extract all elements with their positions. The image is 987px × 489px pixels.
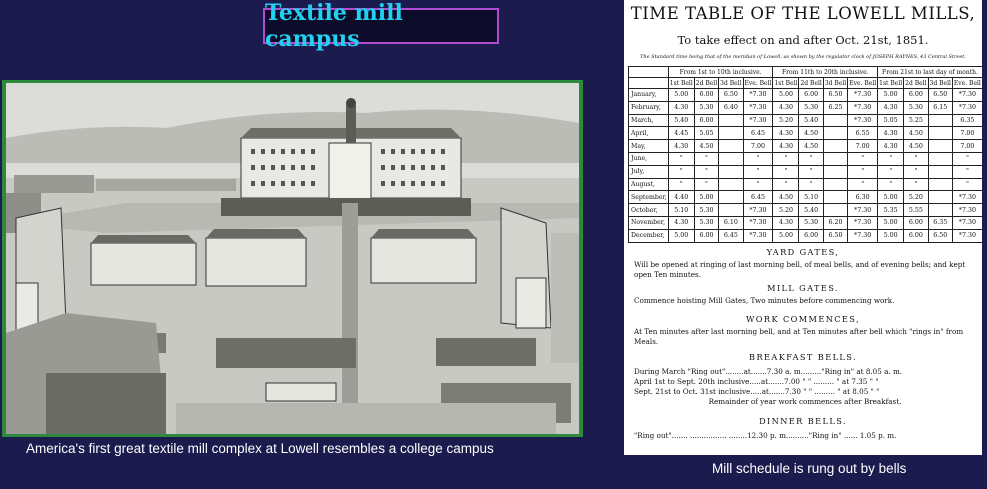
bell-header: 3d Bell [929, 79, 951, 87]
time-cell: 6.55 [848, 127, 878, 140]
time-cell: " [848, 178, 878, 191]
time-cell: " [848, 152, 878, 165]
breakfast-line: April 1st to Sept. 20th inclusive.....at.......7.00 " " ......... " at 7.35 " " [634, 377, 879, 386]
time-cell: *7.30 [743, 101, 773, 114]
time-cell [823, 178, 847, 191]
time-cell: 5.40 [799, 204, 823, 217]
time-cell: 5.30 [694, 204, 718, 217]
time-cell: " [743, 165, 773, 178]
time-cell: *7.30 [848, 229, 878, 242]
time-cell: 4.30 [773, 216, 799, 229]
time-cell: " [952, 178, 982, 191]
time-cell: 4.30 [773, 127, 799, 140]
time-cell [823, 204, 847, 217]
month-cell: December, [629, 229, 669, 242]
dinner-line: "Ring out"....... ................ ........12.30 p. m.........."Ring in" ...... 1.05 p. m. [634, 431, 897, 440]
time-cell: 6.50 [823, 229, 847, 242]
breakfast-line: During March "Ring out"........at.......7.30 a. m........."Ring in" at 8.05 a. m. [634, 367, 903, 376]
month-cell: May, [629, 140, 669, 153]
time-cell: " [952, 165, 982, 178]
table-row [629, 89, 983, 102]
bell-header: Eve. Bell [744, 79, 772, 87]
time-cell: 4.30 [878, 127, 904, 140]
time-cell: 6.00 [694, 114, 718, 127]
time-cell: *7.30 [848, 204, 878, 217]
period-header: From 21st to last day of month. [878, 67, 982, 78]
document-subtitle: To take effect on and after Oct. 21st, 1851. [677, 33, 929, 47]
time-cell: " [694, 178, 718, 191]
month-cell: January, [629, 89, 669, 102]
time-cell [928, 191, 952, 204]
month-cell: April, [629, 127, 669, 140]
time-cell: 4.30 [773, 140, 799, 153]
time-cell: 5.35 [878, 204, 904, 217]
time-cell: 5.05 [878, 114, 904, 127]
bell-header: 2d Bell [800, 79, 822, 87]
time-cell: 6.00 [694, 229, 718, 242]
time-cell: 6.00 [799, 89, 823, 102]
time-cell: 5.00 [878, 216, 904, 229]
time-cell [928, 204, 952, 217]
table-row [629, 204, 983, 217]
period-header-row [629, 67, 983, 78]
time-cell: 6.35 [928, 216, 952, 229]
time-cell: *7.30 [848, 216, 878, 229]
work-commences-text: At Ten minutes after last morning bell, and at Ten minutes after bell which "rings in" from Meals. [634, 327, 964, 346]
bell-header: Eve. Bell [953, 79, 981, 87]
time-cell: 4.30 [668, 101, 694, 114]
bell-header: 1st Bell [669, 79, 693, 87]
time-cell: 5.00 [878, 89, 904, 102]
time-cell [719, 140, 743, 153]
time-cell: 5.55 [904, 204, 928, 217]
time-cell: " [904, 165, 928, 178]
time-cell: 4.50 [799, 140, 823, 153]
time-cell: 6.00 [904, 229, 928, 242]
time-cell [719, 152, 743, 165]
dinner-bells-heading: DINNER BELLS. [759, 416, 847, 426]
time-cell: 6.40 [719, 101, 743, 114]
time-cell: 4.50 [904, 127, 928, 140]
month-cell: June, [629, 152, 669, 165]
bell-header: 2d Bell [905, 79, 927, 87]
time-cell: 7.00 [952, 140, 982, 153]
time-cell: " [878, 165, 904, 178]
schedule-body [629, 89, 983, 243]
time-cell: " [878, 178, 904, 191]
illustration-caption: America's first great textile mill complex at Lowell resembles a college campus [26, 441, 494, 456]
time-cell [823, 127, 847, 140]
month-column-header [629, 67, 669, 78]
time-cell: 6.50 [823, 89, 847, 102]
time-cell: 4.50 [773, 191, 799, 204]
time-cell: 4.30 [668, 140, 694, 153]
bell-header-row [629, 78, 983, 89]
time-cell: 6.30 [848, 191, 878, 204]
time-cell: 6.50 [928, 229, 952, 242]
time-cell: 5.20 [773, 204, 799, 217]
time-cell: " [904, 152, 928, 165]
time-cell: " [952, 152, 982, 165]
period-header: From 11th to 20th inclusive. [773, 67, 878, 78]
time-cell: 4.45 [668, 127, 694, 140]
table-row [629, 114, 983, 127]
time-cell: 4.40 [668, 191, 694, 204]
time-cell: *7.30 [848, 101, 878, 114]
bell-header: 2d Bell [695, 79, 718, 87]
time-cell: *7.30 [952, 89, 982, 102]
time-cell: " [694, 165, 718, 178]
bell-header: 1st Bell [774, 79, 798, 87]
time-cell: " [799, 165, 823, 178]
month-cell: March, [629, 114, 669, 127]
time-cell: 6.00 [904, 89, 928, 102]
time-cell [928, 165, 952, 178]
time-cell: 7.00 [952, 127, 982, 140]
time-cell [719, 178, 743, 191]
time-cell: " [878, 152, 904, 165]
time-cell: *7.30 [743, 204, 773, 217]
time-cell: 6.00 [799, 229, 823, 242]
time-table-document [624, 0, 982, 455]
time-cell: *7.30 [743, 216, 773, 229]
time-cell: *7.30 [848, 114, 878, 127]
time-cell: 6.00 [694, 89, 718, 102]
time-cell: " [904, 178, 928, 191]
month-cell: November, [629, 216, 669, 229]
time-cell: 6.15 [928, 101, 952, 114]
document-title: TIME TABLE OF THE LOWELL MILLS, [630, 4, 976, 23]
time-cell: 5.10 [668, 204, 694, 217]
time-cell: 5.30 [799, 216, 823, 229]
bell-header: Eve. Bell [849, 79, 877, 87]
month-column-header [629, 78, 669, 89]
time-cell: " [848, 165, 878, 178]
time-cell: 5.30 [694, 101, 718, 114]
time-cell: 4.50 [799, 127, 823, 140]
time-cell: 5.20 [773, 114, 799, 127]
time-cell: " [773, 152, 799, 165]
month-cell: October, [629, 204, 669, 217]
bell-header: 3d Bell [824, 79, 847, 87]
mill-complex-illustration [6, 83, 579, 434]
time-cell: " [668, 152, 694, 165]
time-cell: 5.00 [878, 191, 904, 204]
time-cell: 4.50 [694, 140, 718, 153]
time-cell: 6.45 [719, 229, 743, 242]
time-cell: 4.30 [668, 216, 694, 229]
time-cell: 5.00 [694, 191, 718, 204]
time-cell: " [743, 178, 773, 191]
table-row [629, 178, 983, 191]
time-cell: " [668, 165, 694, 178]
time-cell: 5.00 [878, 229, 904, 242]
time-cell: 6.45 [743, 127, 773, 140]
time-cell: " [743, 152, 773, 165]
time-cell: 5.20 [904, 191, 928, 204]
time-cell [719, 165, 743, 178]
bell-header: 3d Bell [720, 79, 742, 87]
table-row [629, 216, 983, 229]
time-cell [928, 127, 952, 140]
time-cell: *7.30 [952, 204, 982, 217]
time-cell: *7.30 [743, 229, 773, 242]
time-cell: 5.00 [773, 89, 799, 102]
time-cell [823, 152, 847, 165]
month-cell: September, [629, 191, 669, 204]
time-cell [823, 191, 847, 204]
table-row [629, 101, 983, 114]
breakfast-note: Remainder of year work commences after Breakfast. [708, 397, 902, 406]
time-cell: " [799, 152, 823, 165]
time-cell: 4.30 [878, 140, 904, 153]
time-cell [719, 114, 743, 127]
time-cell: *7.30 [952, 191, 982, 204]
slide-title: Textile mill campus [265, 0, 403, 52]
time-cell: 5.30 [904, 101, 928, 114]
mill-gates-heading: MILL GATES. [767, 283, 839, 293]
time-cell: *7.30 [743, 89, 773, 102]
yard-gates-text: Will be opened at ringing of last morning bell, of meal bells, and of evening bells; and kept open Ten minutes. [634, 260, 966, 279]
time-cell: " [773, 178, 799, 191]
document-note: The Standard time being that of the meridian of Lowell, as shown by the regulator clock of JOSEPH RAYNES, 43 Central Street. [640, 54, 966, 60]
month-cell: July, [629, 165, 669, 178]
time-cell: 5.40 [799, 114, 823, 127]
time-cell: 5.30 [694, 216, 718, 229]
time-cell [719, 127, 743, 140]
table-row [629, 229, 983, 242]
time-cell [719, 204, 743, 217]
time-cell: *7.30 [952, 216, 982, 229]
time-cell: 5.00 [668, 89, 694, 102]
breakfast-bells-heading: BREAKFAST BELLS. [749, 352, 857, 362]
time-cell: " [773, 165, 799, 178]
month-cell: August, [629, 178, 669, 191]
time-cell [823, 114, 847, 127]
time-cell: 6.50 [719, 89, 743, 102]
time-cell [823, 140, 847, 153]
month-cell: February, [629, 101, 669, 114]
time-cell: 4.50 [904, 140, 928, 153]
table-row [629, 191, 983, 204]
table-row [629, 165, 983, 178]
time-cell [823, 165, 847, 178]
time-cell [928, 114, 952, 127]
time-cell: 6.50 [928, 89, 952, 102]
time-cell: *7.30 [952, 229, 982, 242]
breakfast-line: Sept. 21st to Oct. 31st inclusive.....at.......7.30 " " ......... " at 8.05 " " [634, 387, 880, 396]
time-cell: 6.00 [904, 216, 928, 229]
bell-schedule-table [628, 66, 982, 243]
time-cell: 4.30 [773, 101, 799, 114]
time-cell: 7.00 [848, 140, 878, 153]
time-cell: 6.25 [823, 101, 847, 114]
time-cell: 5.00 [773, 229, 799, 242]
bell-header: 1st Bell [879, 79, 903, 87]
time-cell: 5.05 [694, 127, 718, 140]
document-caption: Mill schedule is rung out by bells [712, 461, 907, 476]
time-cell [928, 140, 952, 153]
time-cell: *7.30 [848, 89, 878, 102]
time-cell [928, 178, 952, 191]
work-commences-heading: WORK COMMENCES, [745, 314, 861, 324]
mill-gates-text: Commence hoisting Mill Gates, Two minutes before commencing work. [634, 296, 895, 305]
time-cell: " [668, 178, 694, 191]
time-cell: 5.40 [668, 114, 694, 127]
time-cell: 6.20 [823, 216, 847, 229]
table-row [629, 152, 983, 165]
time-cell [719, 191, 743, 204]
time-cell: 6.45 [743, 191, 773, 204]
time-cell: " [694, 152, 718, 165]
period-header: From 1st to 10th inclusive. [668, 67, 773, 78]
time-cell: *7.30 [743, 114, 773, 127]
time-cell: " [799, 178, 823, 191]
time-cell: 6.35 [952, 114, 982, 127]
time-cell [928, 152, 952, 165]
time-cell: *7.30 [952, 101, 982, 114]
table-row [629, 127, 983, 140]
time-cell: 5.10 [799, 191, 823, 204]
time-cell: 4.30 [878, 101, 904, 114]
time-cell: 5.30 [799, 101, 823, 114]
yard-gates-heading: YARD GATES, [766, 247, 840, 257]
slide-title-box [263, 0, 499, 52]
time-cell: 7.00 [743, 140, 773, 153]
table-row [629, 140, 983, 153]
time-cell: 5.00 [668, 229, 694, 242]
time-cell: 5.25 [904, 114, 928, 127]
time-cell: 6.10 [719, 216, 743, 229]
